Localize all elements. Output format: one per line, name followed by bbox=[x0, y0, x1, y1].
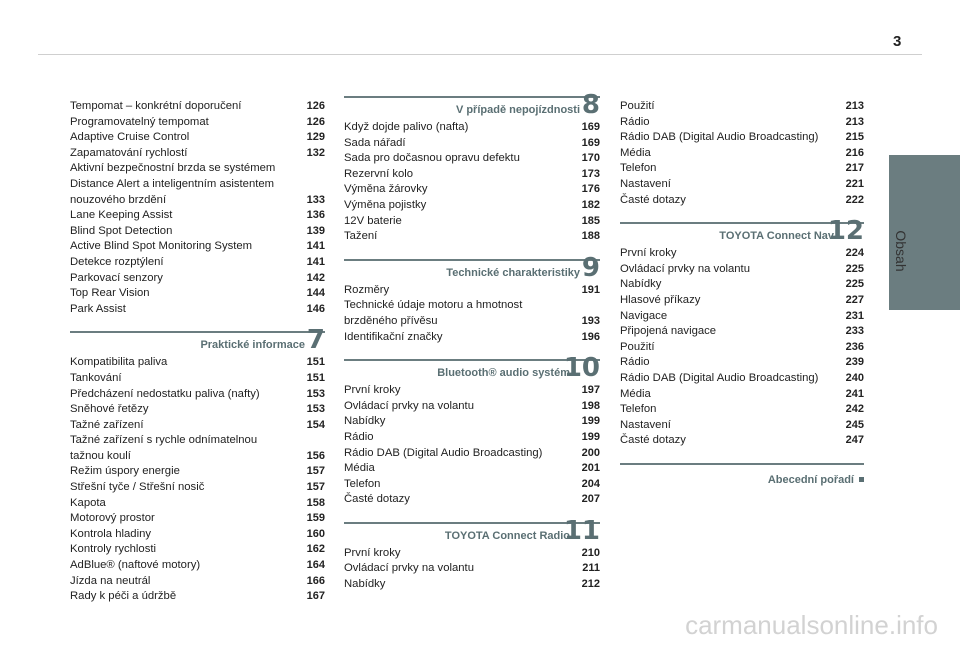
toc-entry-label: Lane Keeping Assist bbox=[70, 209, 173, 222]
toc-entry-label: Použití bbox=[620, 100, 655, 112]
toc-entry-page: 126 bbox=[306, 115, 325, 128]
section-heading-8 bbox=[344, 90, 600, 120]
toc-entry[interactable] bbox=[620, 146, 864, 162]
section-number: 9 bbox=[581, 252, 600, 283]
toc-entry[interactable] bbox=[70, 193, 325, 209]
toc-entry[interactable] bbox=[344, 120, 600, 136]
toc-entry[interactable] bbox=[344, 167, 600, 183]
toc-entry-page: 215 bbox=[845, 131, 864, 144]
toc-entry-label: Když dojde palivo (nafta) bbox=[344, 121, 469, 133]
toc-entry[interactable] bbox=[344, 151, 600, 167]
toc-entry-label: Tažné zařízení s rychle odnímatelnou bbox=[70, 434, 258, 447]
toc-entry-label: Sněhové řetězy bbox=[70, 403, 149, 416]
toc-entry-page: 221 bbox=[845, 177, 864, 190]
toc-entry[interactable] bbox=[620, 115, 864, 131]
toc-entry-label: Média bbox=[620, 146, 651, 159]
toc-entry[interactable] bbox=[344, 492, 600, 508]
toc-entry[interactable] bbox=[70, 511, 325, 527]
toc-entry[interactable] bbox=[70, 387, 325, 403]
toc-entry-page: 133 bbox=[306, 193, 325, 206]
toc-entry-page: 196 bbox=[581, 330, 600, 343]
toc-entry-label: Blind Spot Detection bbox=[70, 224, 173, 237]
toc-entry-page: 132 bbox=[306, 146, 325, 159]
toc-entry-label: Ovládací prvky na volantu bbox=[620, 262, 750, 275]
toc-entry-label: Kapota bbox=[70, 496, 106, 509]
watermark: carmanualsonline.info bbox=[685, 610, 938, 640]
section-heading-12 bbox=[620, 216, 864, 247]
toc-entry[interactable] bbox=[344, 198, 600, 214]
toc-entry[interactable] bbox=[70, 115, 325, 131]
toc-column-3 bbox=[620, 99, 864, 485]
toc-entry-label: Rádio DAB (Digital Audio Broadcasting) bbox=[620, 371, 819, 384]
toc-entry-label: Tankování bbox=[70, 371, 122, 384]
toc-entry-page: 242 bbox=[845, 403, 864, 416]
toc-entry-label: Adaptive Cruise Control bbox=[70, 131, 190, 144]
toc-entry-label: Nastavení bbox=[620, 418, 671, 431]
toc-entry-label: Střešní tyče / Střešní nosič bbox=[70, 481, 205, 494]
toc-entry-label: Programovatelný tempomat bbox=[70, 115, 209, 128]
section-title: TOYOTA Connect Nav bbox=[719, 230, 834, 243]
toc-entry[interactable] bbox=[620, 433, 864, 449]
toc-entry-page: 141 bbox=[306, 240, 325, 253]
toc-entry[interactable] bbox=[70, 449, 325, 465]
toc-entry-page: 225 bbox=[845, 262, 864, 275]
toc-entry-label: Ovládací prvky na volantu bbox=[344, 399, 474, 412]
toc-entry[interactable] bbox=[344, 298, 600, 314]
page-number: 3 bbox=[893, 33, 902, 50]
toc-column-1 bbox=[70, 99, 325, 605]
section-number: 11 bbox=[563, 515, 600, 546]
section-heading-11 bbox=[344, 515, 600, 546]
toc-entry-label: AdBlue® (naftové motory) bbox=[70, 559, 201, 572]
toc-entry[interactable] bbox=[344, 314, 600, 330]
toc-entry[interactable] bbox=[344, 399, 600, 415]
toc-entry[interactable] bbox=[70, 433, 325, 449]
toc-entry-page: 162 bbox=[306, 543, 325, 556]
toc-entry[interactable] bbox=[344, 414, 600, 430]
section-title: Bluetooth® audio systém bbox=[437, 367, 570, 380]
toc-entry-page: 169 bbox=[581, 136, 600, 149]
square-bullet-icon bbox=[859, 477, 864, 482]
toc-entry[interactable] bbox=[620, 193, 864, 209]
toc-entry-page: 212 bbox=[581, 578, 600, 591]
toc-column-2 bbox=[344, 90, 600, 593]
section-title: TOYOTA Connect Radio bbox=[444, 529, 570, 542]
toc-entry[interactable] bbox=[620, 309, 864, 325]
toc-entry-label: Tempomat – konkrétní doporučení bbox=[70, 100, 242, 112]
toc-entry-page: 222 bbox=[845, 193, 864, 206]
toc-entry-label: Aktivní bezpečnostní brzda se systémem bbox=[70, 162, 276, 175]
entry-list bbox=[344, 283, 600, 345]
toc-entry-page: 213 bbox=[845, 100, 864, 112]
section-heading-9 bbox=[344, 252, 600, 283]
toc-entry-page: 188 bbox=[581, 230, 600, 243]
toc-entry-label: Výměna žárovky bbox=[344, 183, 428, 196]
toc-entry-page: 201 bbox=[581, 462, 600, 475]
toc-entry-page: 241 bbox=[845, 387, 864, 400]
toc-entry[interactable] bbox=[620, 355, 864, 371]
toc-entry-label: Zapamatování rychlostí bbox=[70, 146, 188, 159]
toc-entry[interactable] bbox=[344, 330, 600, 346]
toc-entry-label: Kompatibilita paliva bbox=[70, 356, 168, 369]
toc-entry[interactable] bbox=[344, 577, 600, 593]
toc-entry-label: Navigace bbox=[620, 309, 668, 322]
toc-entry-label: tažnou koulí bbox=[70, 449, 131, 462]
toc-entry[interactable] bbox=[344, 214, 600, 230]
toc-entry-label: Ovládací prvky na volantu bbox=[344, 562, 474, 575]
toc-entry-label: Sada pro dočasnou opravu defektu bbox=[344, 152, 520, 165]
index-link[interactable] bbox=[620, 463, 864, 485]
toc-entry-page: 160 bbox=[306, 527, 325, 540]
side-tab-label: Obsah bbox=[893, 230, 909, 272]
toc-entry-label: Detekce rozptýlení bbox=[70, 255, 164, 268]
toc-entry[interactable] bbox=[70, 99, 325, 115]
entry-list bbox=[70, 355, 325, 605]
toc-entry-label: Média bbox=[344, 462, 375, 475]
toc-entry-page: 198 bbox=[581, 399, 600, 412]
toc-entry[interactable] bbox=[70, 130, 325, 146]
toc-entry-label: brzděného přívěsu bbox=[344, 314, 438, 327]
toc-entry[interactable] bbox=[70, 574, 325, 590]
toc-entry-page: 185 bbox=[581, 214, 600, 227]
toc-entry-page: 166 bbox=[306, 574, 325, 587]
toc-entry-page: 139 bbox=[306, 224, 325, 237]
toc-entry-page: 141 bbox=[306, 255, 325, 268]
toc-entry[interactable] bbox=[344, 461, 600, 477]
toc-entry-page: 126 bbox=[306, 100, 325, 112]
toc-entry-label: Identifikační značky bbox=[344, 330, 443, 343]
toc-entry[interactable] bbox=[70, 302, 325, 318]
toc-entry-page: 164 bbox=[306, 559, 325, 572]
toc-entry[interactable] bbox=[70, 464, 325, 480]
entry-list bbox=[620, 246, 864, 449]
toc-entry[interactable] bbox=[70, 355, 325, 371]
toc-entry-page: 210 bbox=[581, 546, 600, 559]
toc-entry-page: 213 bbox=[845, 115, 864, 128]
toc-entry[interactable] bbox=[70, 480, 325, 496]
toc-entry[interactable] bbox=[70, 161, 325, 177]
entry-list bbox=[70, 99, 325, 317]
toc-entry-label: Nabídky bbox=[620, 278, 662, 291]
toc-entry-page: 236 bbox=[845, 340, 864, 353]
toc-entry[interactable] bbox=[620, 246, 864, 262]
toc-entry[interactable] bbox=[620, 277, 864, 293]
entry-list bbox=[620, 99, 864, 208]
section-heading-7 bbox=[70, 325, 325, 356]
toc-entry-label: Výměna pojistky bbox=[344, 198, 427, 211]
toc-entry[interactable] bbox=[344, 430, 600, 446]
toc-entry-page: 245 bbox=[845, 418, 864, 431]
toc-entry[interactable] bbox=[70, 146, 325, 162]
toc-entry-page: 240 bbox=[845, 371, 864, 384]
toc-entry-label: Telefon bbox=[620, 162, 657, 175]
section-number: 12 bbox=[827, 216, 864, 247]
toc-entry-label: První kroky bbox=[620, 247, 677, 260]
toc-entry-label: Použití bbox=[620, 340, 655, 353]
toc-entry-label: nouzového brzdění bbox=[70, 193, 167, 206]
toc-entry-label: Nastavení bbox=[620, 177, 671, 190]
toc-entry-label: Tažné zařízení bbox=[70, 418, 144, 431]
toc-entry-label: Časté dotazy bbox=[620, 434, 686, 447]
toc-entry-label: Park Assist bbox=[70, 302, 126, 315]
toc-entry-page: 153 bbox=[306, 403, 325, 416]
toc-entry-label: Rádio DAB (Digital Audio Broadcasting) bbox=[344, 446, 543, 459]
toc-entry-label: Parkovací senzory bbox=[70, 271, 163, 284]
toc-entry-page: 144 bbox=[306, 287, 325, 300]
toc-entry[interactable] bbox=[344, 136, 600, 152]
toc-entry[interactable] bbox=[620, 177, 864, 193]
top-rule bbox=[38, 54, 922, 55]
toc-entry-page: 227 bbox=[845, 293, 864, 306]
toc-entry-page: 157 bbox=[306, 481, 325, 494]
toc-entry[interactable] bbox=[70, 542, 325, 558]
toc-entry-label: Časté dotazy bbox=[344, 493, 410, 506]
toc-entry-label: Telefon bbox=[344, 477, 381, 490]
toc-entry-page: 142 bbox=[306, 271, 325, 284]
toc-entry-page: 239 bbox=[845, 356, 864, 369]
toc-entry-label: Tažení bbox=[344, 230, 378, 243]
toc-entry-page: 158 bbox=[306, 496, 325, 509]
toc-entry-page: 231 bbox=[845, 309, 864, 322]
toc-entry-label: Hlasové příkazy bbox=[620, 293, 701, 306]
toc-entry-page: 224 bbox=[845, 247, 864, 260]
toc-entry[interactable] bbox=[620, 418, 864, 434]
toc-entry-label: Rádio DAB (Digital Audio Broadcasting) bbox=[620, 131, 819, 144]
toc-entry[interactable] bbox=[344, 477, 600, 493]
toc-entry-label: Motorový prostor bbox=[70, 512, 155, 525]
toc-entry[interactable] bbox=[70, 255, 325, 271]
toc-entry-page: 211 bbox=[582, 562, 600, 575]
toc-entry-label: Připojená navigace bbox=[620, 325, 717, 338]
toc-entry-page: 136 bbox=[306, 209, 325, 222]
toc-entry[interactable] bbox=[70, 589, 325, 605]
section-title: V případě nepojízdnosti bbox=[455, 104, 580, 116]
section-number: 7 bbox=[306, 325, 325, 356]
toc-entry-page: 193 bbox=[581, 314, 600, 327]
toc-entry[interactable] bbox=[620, 99, 864, 115]
toc-entry-label: Rozměry bbox=[344, 283, 390, 296]
toc-entry[interactable] bbox=[620, 130, 864, 146]
toc-entry[interactable] bbox=[70, 208, 325, 224]
toc-entry[interactable] bbox=[620, 371, 864, 387]
toc-entry-label: Rady k péči a údržbě bbox=[70, 590, 177, 603]
toc-entry-label: Active Blind Spot Monitoring System bbox=[70, 240, 253, 253]
toc-entry[interactable] bbox=[344, 446, 600, 462]
toc-entry-page: 199 bbox=[581, 415, 600, 428]
entry-list bbox=[344, 120, 600, 245]
toc-entry-label: Rezervní kolo bbox=[344, 167, 414, 180]
toc-entry-page: 207 bbox=[581, 493, 600, 506]
toc-entry-label: Telefon bbox=[620, 403, 657, 416]
toc-entry-label: Nabídky bbox=[344, 578, 386, 591]
toc-entry[interactable] bbox=[70, 371, 325, 387]
toc-entry-page: 169 bbox=[581, 121, 600, 133]
section-number: 8 bbox=[581, 90, 600, 120]
toc-entry-page: 167 bbox=[306, 590, 325, 603]
toc-entry[interactable] bbox=[620, 161, 864, 177]
toc-entry[interactable] bbox=[70, 496, 325, 512]
toc-entry[interactable] bbox=[70, 224, 325, 240]
index-title: Abecední pořadí bbox=[767, 473, 854, 486]
toc-entry-label: 12V baterie bbox=[344, 214, 402, 227]
toc-entry-page: 151 bbox=[306, 356, 325, 369]
entry-list bbox=[344, 546, 600, 593]
toc-entry-page: 182 bbox=[581, 198, 600, 211]
toc-entry-page: 204 bbox=[581, 477, 600, 490]
toc-entry[interactable] bbox=[620, 324, 864, 340]
toc-entry[interactable] bbox=[70, 286, 325, 302]
toc-entry-page: 233 bbox=[845, 325, 864, 338]
toc-entry[interactable] bbox=[344, 283, 600, 299]
toc-entry[interactable] bbox=[70, 177, 325, 193]
toc-entry-page: 159 bbox=[306, 512, 325, 525]
toc-entry-page: 191 bbox=[581, 283, 600, 296]
toc-entry-label: Rádio bbox=[344, 430, 374, 443]
toc-entry-label: Předcházení nedostatku paliva (nafty) bbox=[70, 387, 260, 400]
toc-entry-page: 157 bbox=[306, 465, 325, 478]
toc-entry[interactable] bbox=[620, 340, 864, 356]
toc-entry-page: 156 bbox=[306, 449, 325, 462]
toc-entry-label: Nabídky bbox=[344, 415, 386, 428]
toc-entry-label: Časté dotazy bbox=[620, 193, 686, 206]
toc-entry-page: 154 bbox=[306, 418, 325, 431]
toc-entry[interactable] bbox=[70, 402, 325, 418]
toc-entry[interactable] bbox=[344, 182, 600, 198]
section-title: Technické charakteristiky bbox=[446, 266, 580, 279]
toc-entry-label: První kroky bbox=[344, 546, 401, 559]
toc-entry-label: První kroky bbox=[344, 384, 401, 397]
toc-entry-page: 153 bbox=[306, 387, 325, 400]
entry-list bbox=[344, 383, 600, 508]
toc-entry-page: 200 bbox=[581, 446, 600, 459]
toc-entry[interactable] bbox=[70, 239, 325, 255]
toc-entry-page: 151 bbox=[306, 371, 325, 384]
toc-entry-page: 176 bbox=[581, 183, 600, 196]
toc-entry-page: 247 bbox=[845, 434, 864, 447]
toc-entry-label: Technické údaje motoru a hmotnost bbox=[344, 299, 523, 312]
toc-entry-label: Rádio bbox=[620, 356, 650, 369]
toc-entry[interactable] bbox=[344, 383, 600, 399]
toc-entry-page: 217 bbox=[845, 162, 864, 175]
toc-entry-label: Rádio bbox=[620, 115, 650, 128]
toc-entry-page: 170 bbox=[581, 152, 600, 165]
toc-entry-page: 173 bbox=[581, 167, 600, 180]
toc-entry[interactable] bbox=[344, 561, 600, 577]
toc-entry-label: Jízda na neutrál bbox=[70, 574, 151, 587]
toc-entry-page: 199 bbox=[581, 430, 600, 443]
toc-entry[interactable] bbox=[70, 558, 325, 574]
toc-entry[interactable] bbox=[70, 527, 325, 543]
toc-entry-page: 225 bbox=[845, 278, 864, 291]
toc-entry[interactable] bbox=[70, 271, 325, 287]
toc-entry[interactable] bbox=[70, 418, 325, 434]
toc-entry-label: Distance Alert a inteligentním asistentem bbox=[70, 177, 275, 190]
toc-entry-label: Top Rear Vision bbox=[70, 287, 150, 300]
toc-entry[interactable] bbox=[620, 293, 864, 309]
toc-entry-label: Sada nářadí bbox=[344, 136, 406, 149]
section-title: Praktické informace bbox=[200, 339, 305, 352]
toc-entry[interactable] bbox=[344, 546, 600, 562]
toc-entry-page: 197 bbox=[581, 384, 600, 397]
toc-entry[interactable] bbox=[344, 229, 600, 245]
section-number: 10 bbox=[563, 353, 600, 384]
toc-entry-label: Média bbox=[620, 387, 651, 400]
toc-entry-label: Kontroly rychlosti bbox=[70, 543, 157, 556]
section-heading-10 bbox=[344, 353, 600, 384]
toc-entry-label: Kontrola hladiny bbox=[70, 527, 152, 540]
toc-entry[interactable] bbox=[620, 402, 864, 418]
toc-entry-page: 146 bbox=[306, 302, 325, 315]
toc-entry-page: 216 bbox=[845, 146, 864, 159]
toc-entry-label: Režim úspory energie bbox=[70, 465, 180, 478]
toc-entry[interactable] bbox=[620, 262, 864, 278]
toc-entry-page: 129 bbox=[306, 131, 325, 144]
toc-entry[interactable] bbox=[620, 387, 864, 403]
